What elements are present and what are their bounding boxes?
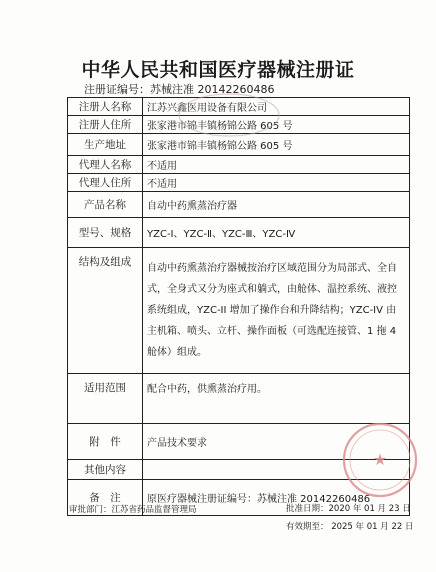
value-attachments: 产品技术要求 [143, 424, 410, 460]
label-remarks: 备 注 [68, 480, 143, 516]
value-models: YZC-Ⅰ、YZC-Ⅱ、YZC-Ⅲ、YZC-Ⅳ [143, 218, 410, 248]
value-registrant-address: 张家港市锦丰镇杨锦公路 605 号 [143, 116, 410, 134]
label-agent-address: 代理人住所 [68, 174, 143, 192]
label-agent-name: 代理人名称 [68, 156, 143, 174]
label-other: 其他内容 [68, 460, 143, 480]
approval-date: 批准日期：2020 年 01 月 23 日 [286, 504, 411, 514]
label-scope: 适用范围 [68, 374, 143, 424]
registration-number: 注册证编号：苏械注准 20142260486 [84, 83, 275, 96]
label-attachments: 附 件 [68, 424, 143, 460]
row-product-name [68, 192, 410, 218]
label-models: 型号、规格 [68, 218, 143, 248]
issuing-department: 审批部门：江苏省药品监督管理局 [69, 505, 197, 515]
value-product-name: 自动中药熏蒸治疗器 [143, 192, 410, 218]
svg-text:★: ★ [372, 450, 388, 469]
valid-until: 有效期至： 2025 年 01 月 22 日 [286, 522, 414, 532]
certificate-title: 中华人民共和国医疗器械注册证 [81, 59, 355, 81]
label-product-name: 产品名称 [68, 192, 143, 218]
value-production-address: 张家港市锦丰镇杨锦公路 605 号 [143, 134, 410, 156]
row-structure [68, 248, 410, 374]
official-seal-icon [340, 420, 420, 500]
value-structure: 自动中药熏蒸治疗器械按治疗区域范围分为局部式、全自式，全身式又分为座式和躺式，由舱体、温控系统、液控系统组成，YZC-II 增加了操作台和升降结构；YZC-IV 由主机箱、喷头、立杆、操作面板（可选配连接管、1 拖 4 舱体）组成。 [143, 248, 410, 374]
row-agent-address [68, 174, 410, 192]
value-scope: 配合中药，供熏蒸治疗用。 [143, 374, 410, 424]
value-remarks: 原医疗器械注册证编号：苏械注准 20142260486 [143, 480, 410, 516]
value-registrant-name: 江苏兴鑫医用设备有限公司 [143, 98, 410, 116]
label-registrant-address: 注册人住所 [68, 116, 143, 134]
value-agent-name: 不适用 [143, 156, 410, 174]
label-structure: 结构及组成 [68, 248, 143, 374]
label-production-address: 生产地址 [68, 134, 143, 156]
row-models [68, 218, 410, 248]
row-agent-name [68, 156, 410, 174]
value-agent-address: 不适用 [143, 174, 410, 192]
row-scope [68, 374, 410, 424]
label-registrant-name: 注册人名称 [68, 98, 143, 116]
faint-stamp-icon [177, 92, 282, 138]
